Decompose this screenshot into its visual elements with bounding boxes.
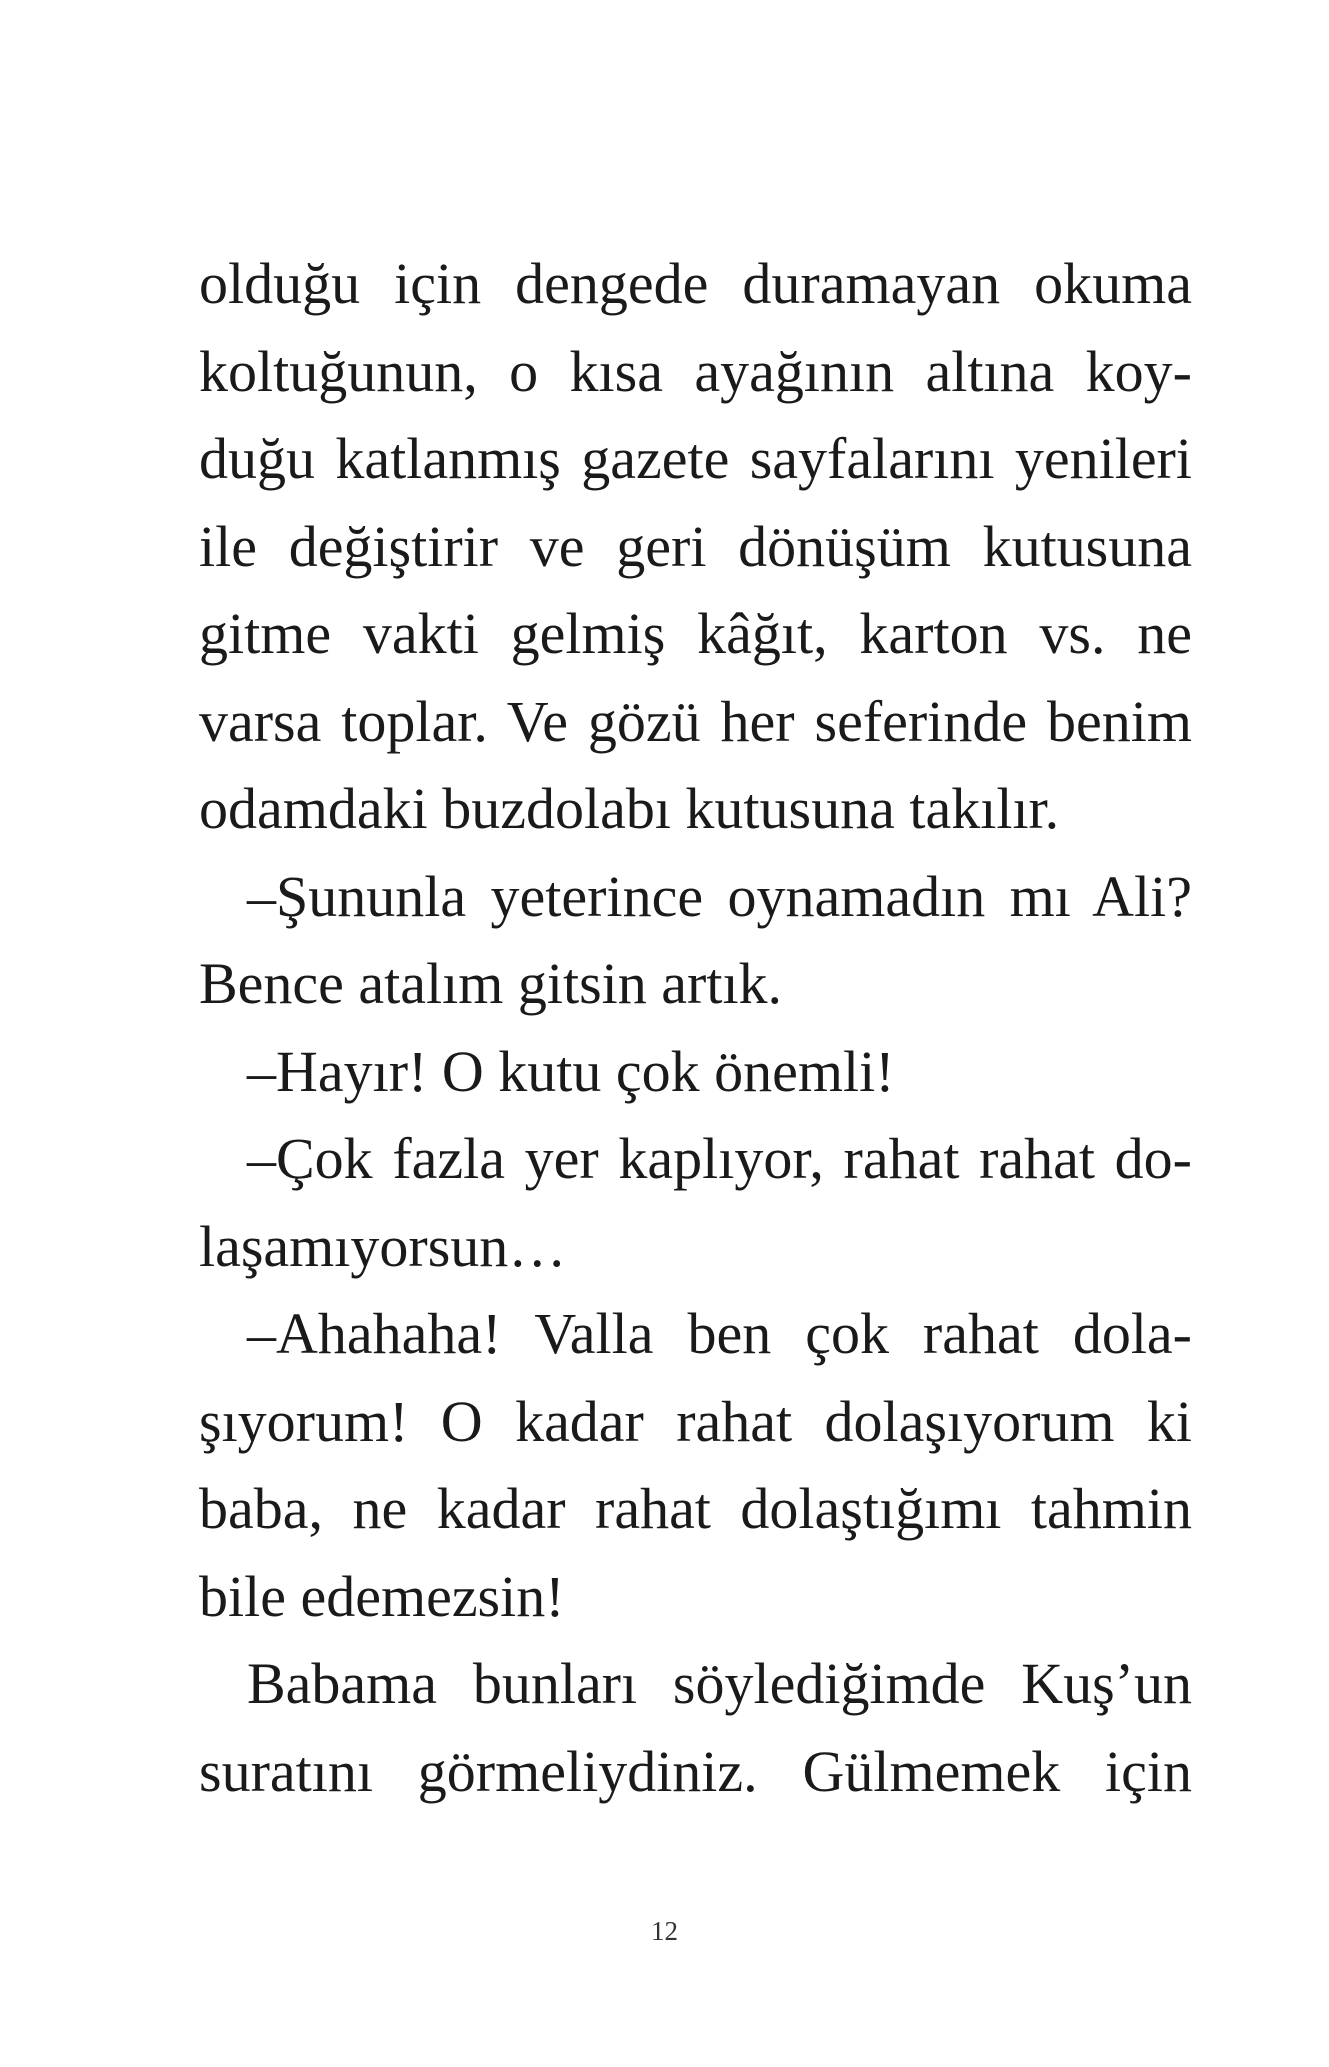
text-line: suratını görmeliydiniz. Gülmemek için: [199, 1738, 1192, 1804]
text-line: odamdaki buzdolabı kutusuna takılır.: [199, 776, 1060, 841]
text-line: –Çok fazla yer kaplıyor, rahat rahat do-: [247, 1126, 1192, 1191]
text-line: Bence atalım gitsin artık.: [199, 951, 783, 1016]
page-number: 12: [651, 1916, 678, 1946]
body-text: [199, 240, 1192, 1815]
text-line: –Ahahaha! Valla ben çok rahat dola-: [247, 1301, 1192, 1366]
text-line: –Şununla yeterince oynamadın mı Ali?: [247, 863, 1192, 929]
text-line: baba, ne kadar rahat dolaştığımı tahmin: [199, 1476, 1192, 1541]
text-line: ile değiştirir ve geri dönüşüm kutusuna: [199, 513, 1192, 579]
text-line: olduğu için dengede duramayan okuma: [199, 251, 1192, 316]
text-line: koltuğunun, o kısa ayağının altına koy-: [199, 338, 1192, 404]
text-line: duğu katlanmış gazete sayfalarını yenileri: [199, 426, 1192, 491]
text-line: şıyorum! O kadar rahat dolaşıyorum ki: [199, 1388, 1192, 1454]
text-line: bile edemezsin!: [199, 1563, 565, 1629]
text-line: varsa toplar. Ve gözü her seferinde benim: [199, 688, 1192, 754]
text-line: laşamıyorsun…: [199, 1213, 567, 1279]
text-line: Babama bunları söylediğimde Kuş’un: [247, 1651, 1192, 1716]
text-line: –Hayır! O kutu çok önemli!: [247, 1038, 895, 1104]
text-line: gitme vakti gelmiş kâğıt, karton vs. ne: [199, 601, 1192, 666]
